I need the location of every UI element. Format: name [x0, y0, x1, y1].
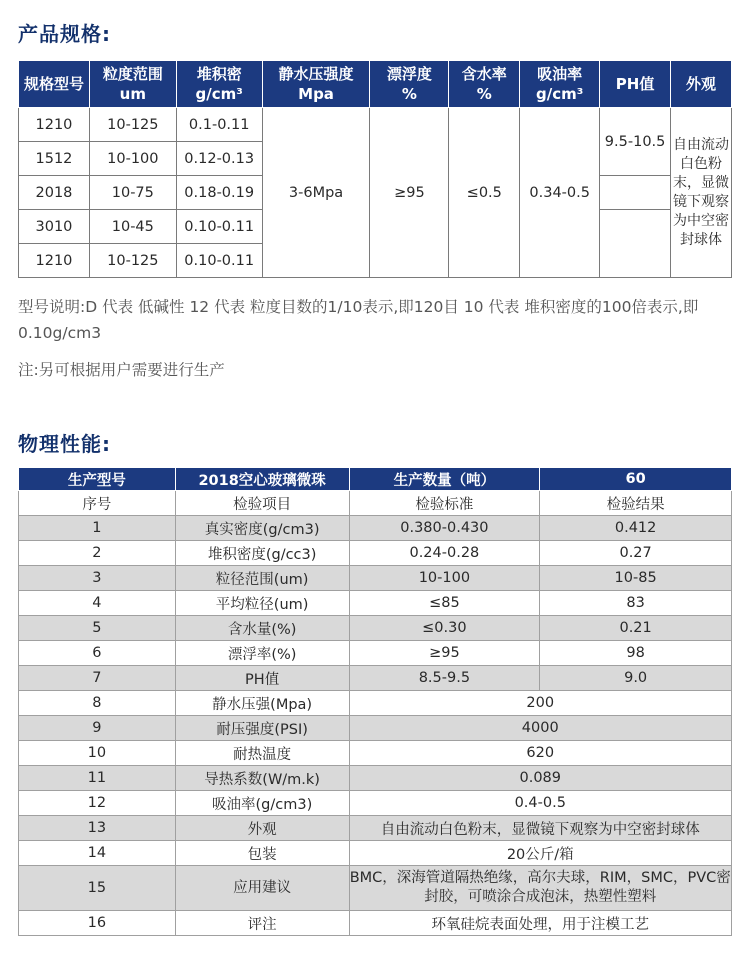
cell-item: 粒径范围(um) — [175, 566, 349, 591]
cell-item: 真实密度(g/cm3) — [175, 516, 349, 541]
cell-standard: ≤85 — [349, 591, 540, 616]
cell-index: 2 — [19, 541, 176, 566]
subheader-item: 检验项目 — [175, 491, 349, 516]
header-oil: 吸油率 g/cm³ — [520, 61, 600, 108]
cell-result: 10-85 — [540, 566, 732, 591]
physical-row — [19, 566, 732, 591]
header-moisture: 含水率 % — [449, 61, 520, 108]
cell-item: 耐热温度 — [175, 741, 349, 766]
cell-item: 应用建议 — [175, 866, 349, 911]
physical-row — [19, 591, 732, 616]
physical-row — [19, 716, 732, 741]
physical-table-body — [19, 491, 732, 936]
cell-density: 0.18-0.19 — [176, 176, 262, 210]
header-pressure: 静水压强度 Mpa — [262, 61, 370, 108]
cell-pressure: 3-6Mpa — [262, 108, 370, 278]
cell-item: 平均粒径(um) — [175, 591, 349, 616]
cell-index: 14 — [19, 841, 176, 866]
cell-index: 11 — [19, 766, 176, 791]
header-bulk-density: 堆积密 g/cm³ — [176, 61, 262, 108]
cell-moisture: ≤0.5 — [449, 108, 520, 278]
header-model-label: 生产型号 — [19, 468, 176, 491]
cell-size: 10-75 — [89, 176, 176, 210]
cell-index: 12 — [19, 791, 176, 816]
cell-standard: ≥95 — [349, 641, 540, 666]
cell-result: 9.0 — [540, 666, 732, 691]
cell-index: 10 — [19, 741, 176, 766]
cell-item: 耐压强度(PSI) — [175, 716, 349, 741]
cell-appearance: 自由流动白色粉末，显微镜下观察为中空密封球体 — [671, 108, 732, 278]
cell-item: 包装 — [175, 841, 349, 866]
cell-index: 5 — [19, 616, 176, 641]
subheader-standard: 检验标准 — [349, 491, 540, 516]
physical-row — [19, 666, 732, 691]
header-float: 漂浮度 % — [370, 61, 449, 108]
cell-standard: 8.5-9.5 — [349, 666, 540, 691]
cell-index: 7 — [19, 666, 176, 691]
cell-result: 98 — [540, 641, 732, 666]
cell-result: 0.21 — [540, 616, 732, 641]
cell-model: 1210 — [19, 244, 90, 278]
cell-index: 16 — [19, 911, 176, 936]
cell-index: 1 — [19, 516, 176, 541]
cell-item: 漂浮率(%) — [175, 641, 349, 666]
physical-row — [19, 741, 732, 766]
cell-index: 13 — [19, 816, 176, 841]
cell-model: 1210 — [19, 108, 90, 142]
cell-size: 10-125 — [89, 108, 176, 142]
subheader-index: 序号 — [19, 491, 176, 516]
cell-value: 20公斤/箱 — [349, 841, 731, 866]
subheader-result: 检验结果 — [540, 491, 732, 516]
spec-header-row — [19, 61, 732, 108]
physical-table — [18, 467, 732, 936]
cell-value: 200 — [349, 691, 731, 716]
cell-item: 吸油率(g/cm3) — [175, 791, 349, 816]
spec-section-title: 产品规格: — [18, 22, 111, 46]
physical-subheader-row — [19, 491, 732, 516]
cell-item: 导热系数(W/m.k) — [175, 766, 349, 791]
cell-value: 620 — [349, 741, 731, 766]
cell-index: 8 — [19, 691, 176, 716]
cell-index: 4 — [19, 591, 176, 616]
header-model-value: 2018空心玻璃微珠 — [175, 468, 349, 491]
header-appearance: 外观 — [671, 61, 732, 108]
cell-index: 9 — [19, 716, 176, 741]
cell-density: 0.1-0.11 — [176, 108, 262, 142]
cell-item: 静水压强(Mpa) — [175, 691, 349, 716]
cell-oil: 0.34-0.5 — [520, 108, 600, 278]
cell-size: 10-100 — [89, 142, 176, 176]
cell-standard: 0.380-0.430 — [349, 516, 540, 541]
header-model: 规格型号 — [19, 61, 90, 108]
cell-ph-empty — [600, 176, 671, 210]
cell-value: 0.089 — [349, 766, 731, 791]
cell-ph-empty — [600, 210, 671, 278]
physical-row — [19, 791, 732, 816]
cell-result: 83 — [540, 591, 732, 616]
physical-row — [19, 866, 732, 911]
cell-standard: 10-100 — [349, 566, 540, 591]
cell-standard: ≤0.30 — [349, 616, 540, 641]
cell-index: 6 — [19, 641, 176, 666]
cell-item: 含水量(%) — [175, 616, 349, 641]
physical-row — [19, 641, 732, 666]
cell-index: 15 — [19, 866, 176, 911]
physical-row — [19, 541, 732, 566]
cell-model: 3010 — [19, 210, 90, 244]
cell-item: 堆积密度(g/cc3) — [175, 541, 349, 566]
cell-density: 0.10-0.11 — [176, 210, 262, 244]
cell-item: PH值 — [175, 666, 349, 691]
header-quantity-label: 生产数量（吨） — [349, 468, 540, 491]
cell-model: 1512 — [19, 142, 90, 176]
model-note: 型号说明:D 代表 低碱性 12 代表 粒度目数的1/10表示,即120目 10 代表 堆积密度的100倍表示,即0.10g/cm3 — [18, 298, 699, 342]
spec-table — [18, 60, 732, 278]
physical-row — [19, 516, 732, 541]
cell-density: 0.12-0.13 — [176, 142, 262, 176]
cell-result: 0.27 — [540, 541, 732, 566]
cell-standard: 0.24-0.28 — [349, 541, 540, 566]
cell-item: 外观 — [175, 816, 349, 841]
header-quantity-value: 60 — [540, 468, 732, 491]
physical-header-row — [19, 468, 732, 491]
cell-value: 环氧硅烷表面处理，用于注模工艺 — [349, 911, 731, 936]
cell-model: 2018 — [19, 176, 90, 210]
physical-row — [19, 616, 732, 641]
cell-result: 0.412 — [540, 516, 732, 541]
cell-value: 4000 — [349, 716, 731, 741]
physical-row — [19, 816, 732, 841]
cell-value: BMC，深海管道隔热绝缘，高尔夫球，RIM，SMC，PVC密封胶，可喷涂合成泡沫，热塑性塑料 — [349, 866, 731, 911]
cell-float: ≥95 — [370, 108, 449, 278]
cell-ph: 9.5-10.5 — [600, 108, 671, 176]
cell-density: 0.10-0.11 — [176, 244, 262, 278]
cell-index: 3 — [19, 566, 176, 591]
header-particle-size: 粒度范围 um — [89, 61, 176, 108]
cell-size: 10-45 — [89, 210, 176, 244]
cell-value: 自由流动白色粉末，显微镜下观察为中空密封球体 — [349, 816, 731, 841]
physical-row — [19, 766, 732, 791]
spec-row — [19, 108, 732, 142]
header-ph: PH值 — [600, 61, 671, 108]
physical-section-title: 物理性能: — [18, 432, 111, 456]
cell-value: 0.4-0.5 — [349, 791, 731, 816]
physical-row — [19, 691, 732, 716]
physical-row — [19, 841, 732, 866]
cell-size: 10-125 — [89, 244, 176, 278]
production-note: 注:另可根据用户需要进行生产 — [18, 361, 225, 379]
cell-item: 评注 — [175, 911, 349, 936]
physical-row — [19, 911, 732, 936]
